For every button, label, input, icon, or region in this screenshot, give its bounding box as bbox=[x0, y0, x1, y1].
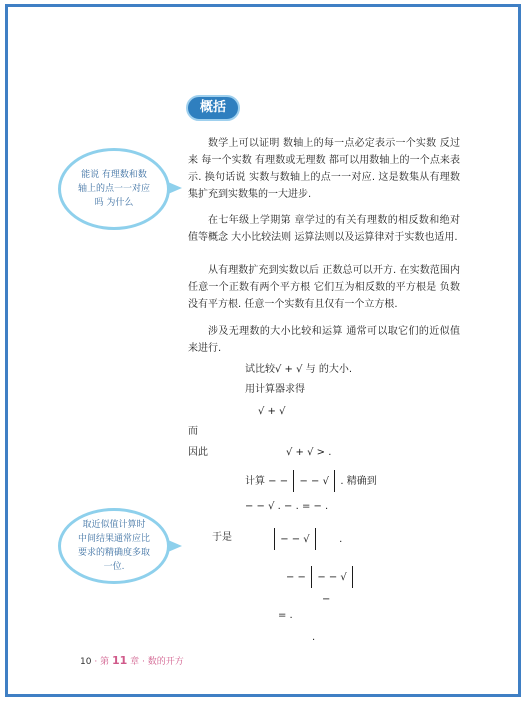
page-number: 10 bbox=[80, 657, 92, 667]
section-title: 概括 bbox=[199, 100, 226, 115]
paragraph-3: 从有理数扩充到实数以后 正数总可以开方. 在实数范围内 任意一个正数有两个平方根 它们互为相反数的平方根是 负数没有平方根. 任意一个实数有且仅有一个立方根. bbox=[188, 265, 460, 310]
example-line-10 bbox=[286, 566, 355, 588]
abs-bar-left-3 bbox=[311, 566, 312, 588]
example-line-13: . bbox=[312, 632, 316, 643]
example-line-12: = . bbox=[278, 610, 293, 621]
example-line-2: 用计算器求得 bbox=[245, 384, 305, 395]
example-line-8: − − √ . − . = − . bbox=[245, 501, 329, 512]
example-line-11: − bbox=[322, 594, 331, 605]
side-note-cloud-2 bbox=[58, 508, 170, 584]
chapter-prefix: 第 bbox=[100, 657, 110, 667]
example-line-7 bbox=[245, 470, 377, 492]
example-line-9-c: . bbox=[339, 534, 343, 545]
example-line-7-a: 计算 − − bbox=[245, 476, 289, 487]
abs-bar-right-3 bbox=[352, 566, 353, 588]
side-note-2-text: 取近似值计算时 中间结果通常应比要求的精确度多取一位. bbox=[77, 520, 150, 572]
chapter-suffix: 章 bbox=[130, 657, 140, 667]
section-badge bbox=[186, 95, 240, 121]
cloud-tail-1 bbox=[168, 182, 182, 194]
example-line-10-b: − − √ bbox=[317, 572, 347, 583]
example-line-10-a: − − bbox=[286, 572, 306, 583]
paragraph-2: 在七年级上学期第 章学过的有关有理数的相反数和绝对值等概念 大小比较法则 运算法则以及运算律对于实数也适用. bbox=[188, 215, 460, 243]
chapter-title: 数的开方 bbox=[147, 657, 184, 667]
abs-bar-left-2 bbox=[274, 528, 275, 550]
example-line-9-b: − − √ bbox=[280, 534, 310, 545]
paragraph-1: 数学上可以证明 数轴上的每一点必定表示一个实数 反过来 每一个实数 有理数或无理数 都可以用数轴上的一个点来表示. 换句话说 实数与数轴上的点一一对应. 这是数集从有理数集扩充到实数集的一大进步. bbox=[188, 138, 460, 200]
abs-bar-left bbox=[293, 470, 294, 492]
cloud-tail-2 bbox=[168, 540, 182, 552]
example-line-9-label: 于是 bbox=[212, 532, 232, 543]
paragraph-4: 涉及无理数的大小比较和运算 通常可以取它们的近似值来进行. bbox=[188, 326, 460, 354]
chapter-number: 11 bbox=[111, 654, 128, 667]
example-line-7-b: − − √ bbox=[299, 476, 329, 487]
example-line-1: 试比较√ + √ 与 的大小. bbox=[245, 364, 353, 375]
example-line-6: √ + √ > . bbox=[286, 447, 332, 458]
page-footer bbox=[80, 654, 184, 667]
example-line-3: √ + √ bbox=[258, 406, 286, 417]
footer-separator-2: · bbox=[142, 657, 148, 667]
side-note-cloud-1 bbox=[58, 148, 170, 230]
example-line-4: 而 bbox=[188, 426, 198, 437]
footer-separator: · bbox=[94, 657, 101, 667]
example-line-7-c: . 精确到 bbox=[340, 476, 377, 487]
example-line-5: 因此 bbox=[188, 447, 208, 458]
abs-bar-right-2 bbox=[315, 528, 316, 550]
side-note-1-text: 能说 有理数和数轴上的点一一对应 吗 为什么 bbox=[77, 170, 150, 208]
abs-bar-right bbox=[334, 470, 335, 492]
example-line-9 bbox=[272, 528, 342, 550]
